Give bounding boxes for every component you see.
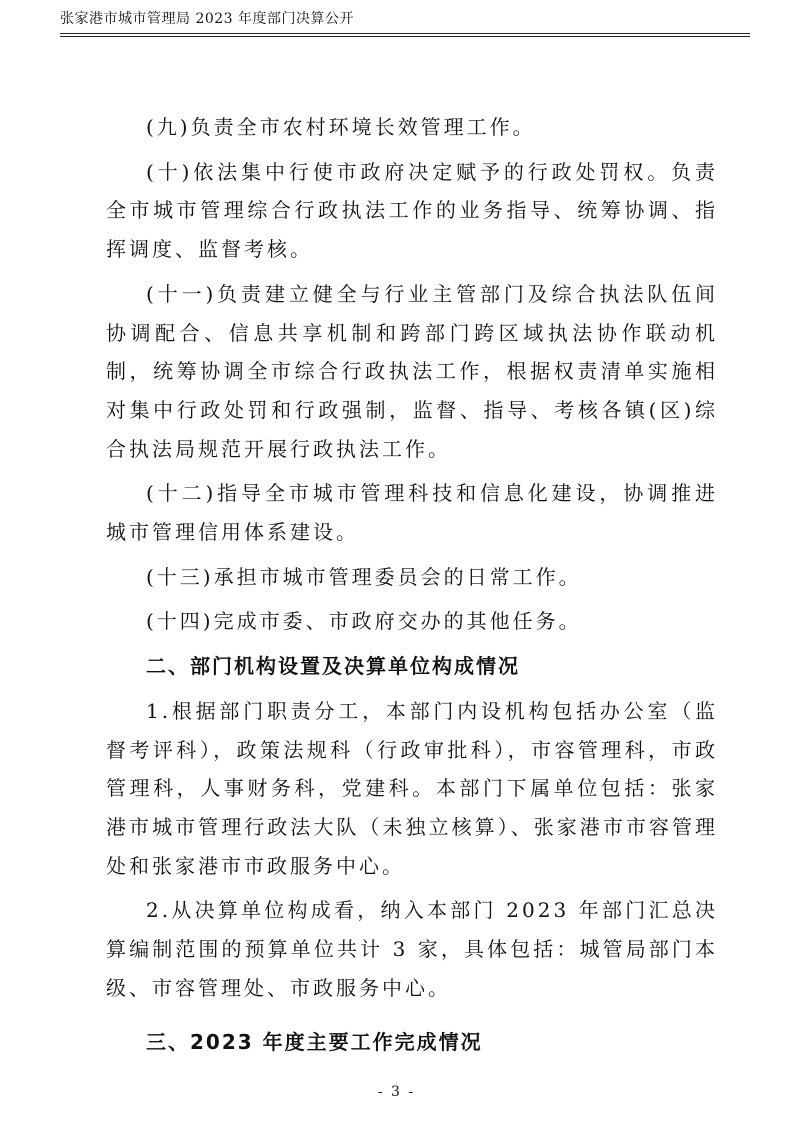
header-rule-lower: [60, 36, 750, 37]
document-body: [106, 108, 718, 1062]
paragraph-item-9: (九)负责全市农村环境长效管理工作。: [146, 115, 536, 139]
paragraph-item-14: (十四)完成市委、市政府交办的其他任务。: [146, 609, 582, 634]
paragraph-org-structure: 1.根据部门职责分工，本部门内设机构包括办公室（监督考评科），政策法规科（行政审批科），市容管理科，市政管理科，人事财务科，党建科。本部门下属单位包括：张家港市城市管理行政法大队（未独立核算）、张家港市市容管理处和张家港市市政服务中心。: [106, 698, 718, 878]
paragraph-item-13: (十三)承担市城市管理委员会的日常工作。: [146, 564, 582, 589]
paragraph-budget-units: 2.从决算单位构成看，纳入本部门 2023 年部门汇总决算编制范围的预算单位共计 3 家，具体包括：城管局部门本级、市容管理处、市政服务中心。: [106, 898, 718, 1000]
paragraph-item-11: (十一)负责建立健全与行业主管部门及综合执法队伍间协调配合、信息共享机制和跨部门跨区域执法协作联动机制，统筹协调全市综合行政执法工作，根据权责清单实施相对集中行政处罚和行政强制，监督、指导、考核各镇(区)综合执法局规范开展行政执法工作。: [106, 281, 718, 461]
header-rule-thin: [60, 33, 750, 34]
paragraph-item-10: (十)依法集中行使市政府决定赋予的行政处罚权。负责全市城市管理综合行政执法工作的业务指导、统筹协调、指挥调度、监督考核。: [106, 159, 718, 262]
section-heading-3: 三、2023 年度主要工作完成情况: [146, 1030, 483, 1055]
header-title: 张家港市城市管理局 2023 年度部门决算公开: [60, 11, 355, 27]
page-number: - 3 -: [377, 1084, 416, 1100]
paragraph-item-12: (十二)指导全市城市管理科技和信息化建设，协调推进城市管理信用体系建设。: [106, 481, 718, 545]
section-heading-2: 二、部门机构设置及决算单位构成情况: [146, 654, 520, 679]
